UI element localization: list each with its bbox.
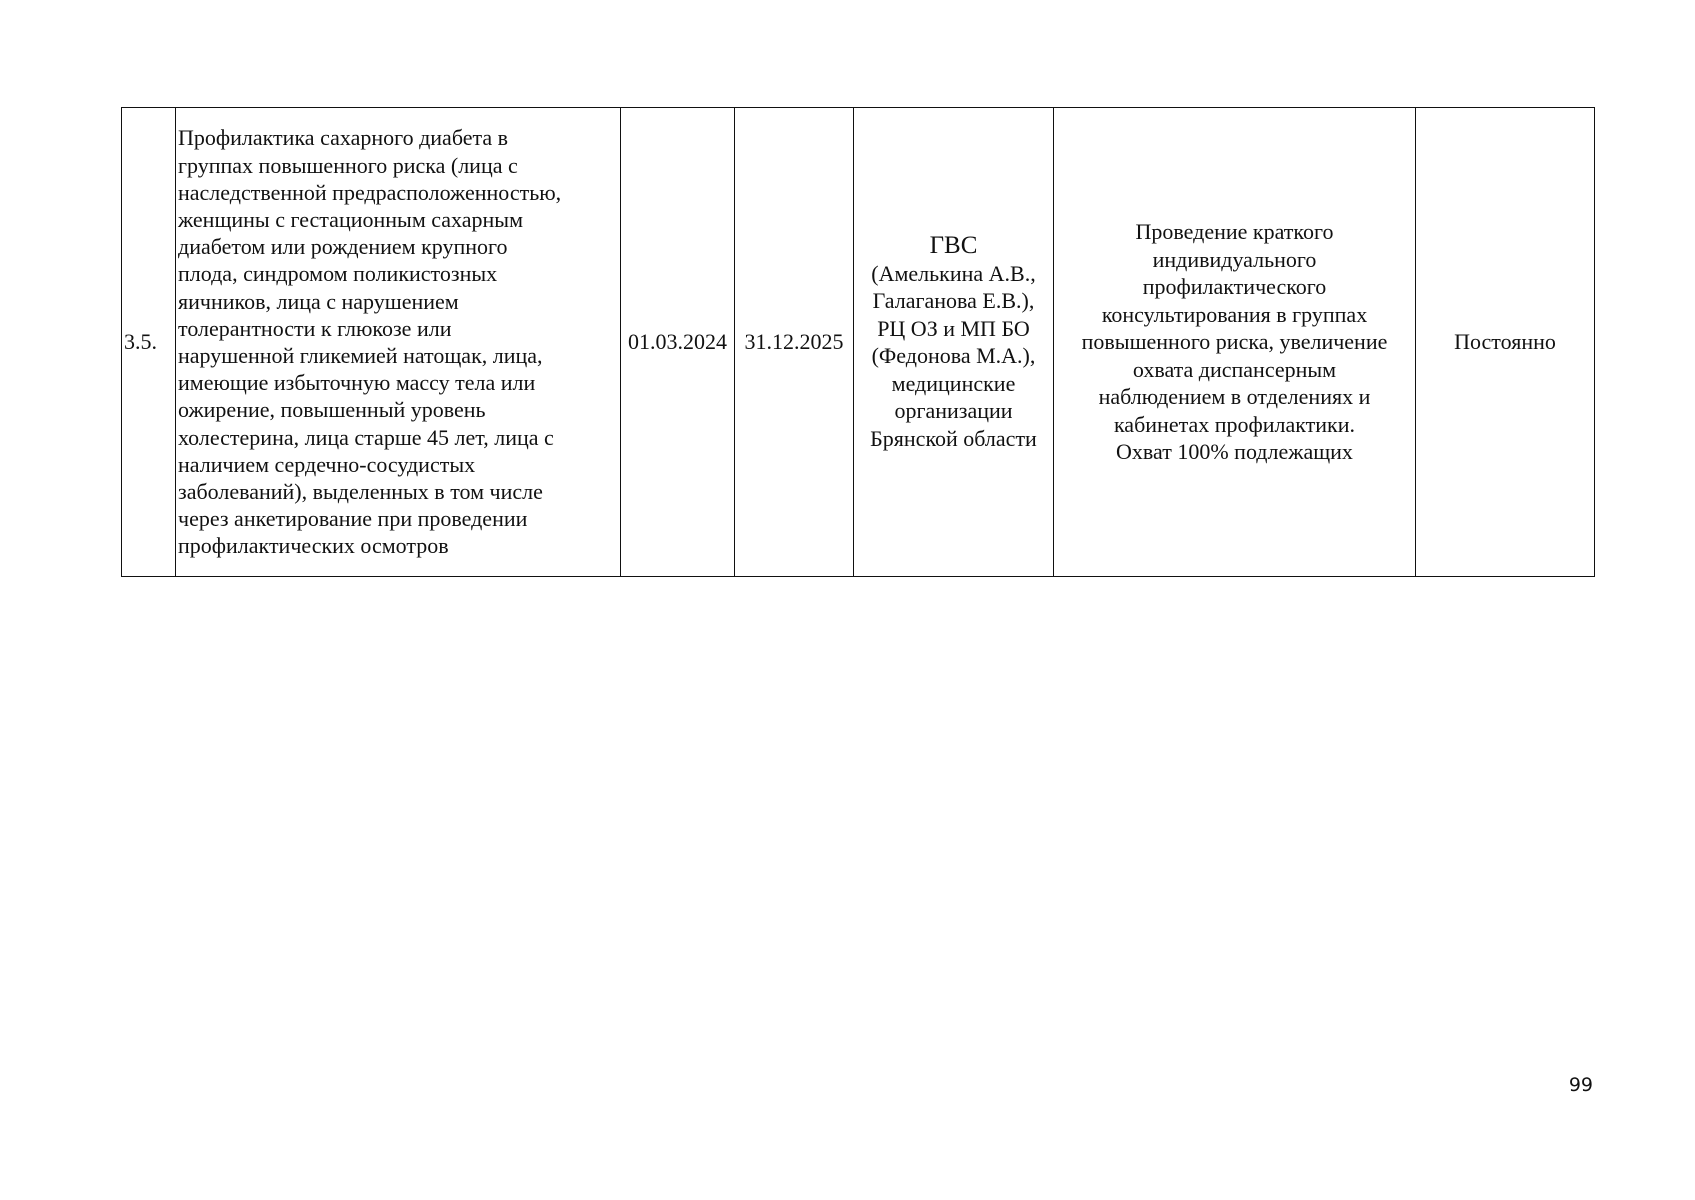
- measure-description: Профилактика сахарного диабета в группах повышенного риска (лица с наследственной предрасположенностью, женщины с гестационным сахарным диабетом или рождением крупного плода, синдромом поликистозных яичников, лица с нарушением толерантности к глюкозе или нарушенной гликемией натощак, лица, имеющие избыточную массу тела или ожирение, повышенный уровень холестерина, лица старше 45 лет, лица с наличием сердечно-сосудистых заболеваний), выделенных в том числе через анкетирование при проведении профилактических осмотров: [176, 108, 621, 577]
- responsible-list: (Амелькина А.В., Галаганова Е.В.), РЦ ОЗ и МП БО (Федонова М.А.), медицинские организации Брянской области: [870, 260, 1037, 451]
- page-number: 99: [1568, 1074, 1593, 1096]
- row-number: 3.5.: [122, 108, 176, 577]
- start-date: 01.03.2024: [621, 108, 735, 577]
- measures-table: [121, 107, 1595, 577]
- table-row: [122, 108, 1595, 577]
- responsible-head: ГВС: [929, 232, 978, 259]
- expected-result: Проведение краткого индивидуального профилактического консультирования в группах повышенного риска, увеличение охвата диспансерным наблюдением в отделениях и кабинетах профилактики. Охват 100% подлежащих: [1054, 108, 1416, 577]
- responsible-executors: [854, 108, 1054, 577]
- end-date: 31.12.2025: [735, 108, 854, 577]
- periodicity: Постоянно: [1416, 108, 1595, 577]
